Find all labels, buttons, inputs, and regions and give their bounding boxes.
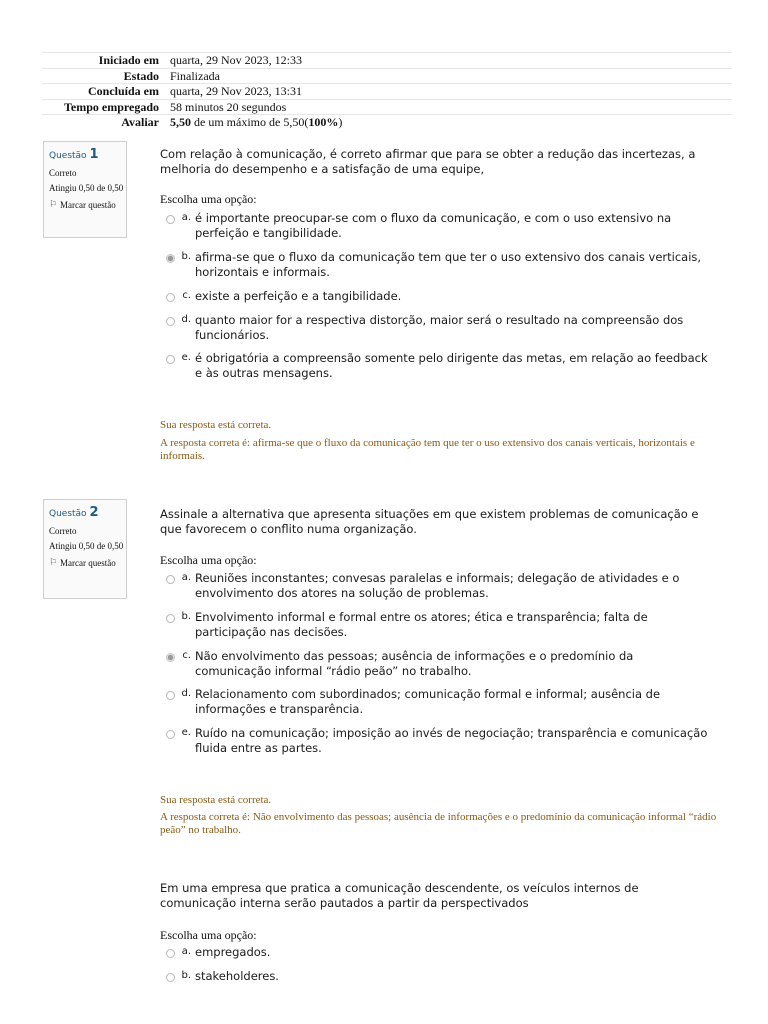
flag-icon: ⚐ bbox=[49, 200, 58, 210]
option-letter: c. bbox=[182, 650, 191, 661]
option-text: é importante preocupar-se com o fluxo da comunicação, e com o uso extensivo na perfeição e tangibilidade. bbox=[195, 211, 672, 240]
question-info-box bbox=[43, 499, 127, 599]
option-letter: a. bbox=[181, 572, 191, 583]
radio-button[interactable] bbox=[166, 730, 175, 739]
question-text: Assinale a alternativa que apresenta situações em que existem problemas de comunicação e que favorecem o conflito numa organização. bbox=[160, 507, 699, 536]
option-letter: d. bbox=[181, 688, 191, 699]
option-text: é obrigatória a compreensão somente pelo dirigente das metas, em relação ao feedback e às outras mensagens. bbox=[195, 351, 708, 380]
summary-row-state bbox=[42, 69, 732, 85]
answer-option[interactable] bbox=[166, 945, 711, 960]
summary-value bbox=[170, 115, 732, 130]
answer-option[interactable] bbox=[166, 610, 711, 640]
flag-question-label: Marcar questão bbox=[60, 558, 116, 568]
answer-option[interactable] bbox=[166, 313, 711, 343]
option-text: Reuniões inconstantes; convesas paralelas e informais; delegação de atividades e o envolvimento dos atores na solução de problemas. bbox=[195, 571, 680, 600]
radio-button-selected[interactable] bbox=[166, 254, 175, 263]
radio-button[interactable] bbox=[166, 614, 175, 623]
question-number bbox=[49, 505, 126, 520]
radio-button[interactable] bbox=[166, 973, 175, 982]
answer-option[interactable] bbox=[166, 289, 711, 304]
answer-prompt: Escolha uma opção: bbox=[160, 928, 257, 942]
summary-value: 58 minutos 20 segundos bbox=[170, 99, 287, 114]
question-text: Com relação à comunicação, é correto afirmar que para se obter a redução das incertezas, a melhoria do desempenho e a satisfação de uma equipe, bbox=[160, 147, 696, 176]
option-text: afirma-se que o fluxo da comunicação tem que ter o uso extensivo dos canais verticais, horizontais e informais. bbox=[195, 250, 702, 279]
answer-option[interactable] bbox=[166, 687, 711, 717]
answer-option[interactable] bbox=[166, 571, 711, 601]
question-state: Correto bbox=[49, 168, 77, 178]
radio-button[interactable] bbox=[166, 355, 175, 364]
radio-button[interactable] bbox=[166, 949, 175, 958]
summary-row-time-taken bbox=[42, 100, 732, 116]
grade-text: de um máximo de 5,50( bbox=[191, 115, 309, 130]
answer-option[interactable] bbox=[166, 969, 711, 984]
option-text: Relacionamento com subordinados; comunicação formal e informal; ausência de informações e transparência. bbox=[195, 687, 661, 716]
answer-option[interactable] bbox=[166, 726, 711, 756]
summary-row-completed bbox=[42, 84, 732, 100]
summary-label: Iniciado em bbox=[98, 53, 159, 67]
feedback-correct-answer: A resposta correta é: Não envolvimento das pessoas; ausência de informações e o predomínio da comunicação informal “rádio peão” no trabalho. bbox=[160, 811, 717, 836]
summary-row-grade bbox=[42, 115, 732, 130]
flag-question-link[interactable] bbox=[49, 200, 126, 211]
summary-label: Tempo empregado bbox=[63, 99, 159, 114]
grade-score: 5,50 bbox=[170, 115, 191, 130]
question-grade: Atingiu 0,50 de 0,50 bbox=[49, 541, 124, 551]
question-number-value: 2 bbox=[89, 505, 99, 520]
answer-prompt: Escolha uma opção: bbox=[160, 192, 257, 206]
option-letter: e. bbox=[181, 727, 191, 738]
flag-icon: ⚐ bbox=[49, 558, 58, 568]
flag-question-link[interactable] bbox=[49, 558, 126, 569]
answer-option[interactable] bbox=[166, 211, 711, 241]
answer-option[interactable] bbox=[166, 250, 711, 280]
radio-button[interactable] bbox=[166, 691, 175, 700]
option-letter: c. bbox=[182, 290, 191, 301]
radio-button[interactable] bbox=[166, 317, 175, 326]
option-text: empregados. bbox=[195, 945, 271, 959]
option-letter: d. bbox=[181, 314, 191, 325]
option-letter: a. bbox=[181, 946, 191, 957]
answer-prompt: Escolha uma opção: bbox=[160, 553, 257, 567]
summary-value: quarta, 29 Nov 2023, 12:33 bbox=[170, 53, 302, 67]
radio-button[interactable] bbox=[166, 575, 175, 584]
question-text: Em uma empresa que pratica a comunicação descendente, os veículos internos de comunicação interna serão pautados a partir da perspectivados bbox=[160, 881, 639, 910]
question-grade: Atingiu 0,50 de 0,50 bbox=[49, 183, 124, 193]
option-text: quanto maior for a respectiva distorção, maior será o resultado na compreensão dos funcionários. bbox=[195, 313, 684, 342]
option-text: Envolvimento informal e formal entre os atores; ética e transparência; falta de participação nas decisões. bbox=[195, 610, 648, 639]
option-text: Ruído na comunicação; imposição ao invés de negociação; transparência e comunicação fluida entre as partes. bbox=[195, 726, 708, 755]
feedback-correct-answer: A resposta correta é: afirma-se que o fluxo da comunicação tem que ter o uso extensivo dos canais verticais, horizontais e informais. bbox=[160, 437, 695, 462]
flag-question-label: Marcar questão bbox=[60, 200, 116, 210]
answer-option[interactable] bbox=[166, 649, 711, 679]
option-letter: a. bbox=[181, 212, 191, 223]
grade-percent: 100% bbox=[308, 115, 339, 130]
radio-button-selected[interactable] bbox=[166, 653, 175, 662]
option-letter: b. bbox=[181, 611, 191, 622]
grade-text-end: ) bbox=[338, 115, 343, 130]
summary-label: Estado bbox=[123, 68, 159, 83]
attempt-summary-table bbox=[42, 52, 732, 130]
summary-value: quarta, 29 Nov 2023, 13:31 bbox=[170, 84, 302, 99]
radio-button[interactable] bbox=[166, 293, 175, 302]
option-text: existe a perfeição e a tangibilidade. bbox=[195, 289, 402, 303]
feedback-status: Sua resposta está correta. bbox=[160, 794, 272, 806]
option-text: Não envolvimento das pessoas; ausência de informações e o predomínio da comunicação informal “rádio peão” no trabalho. bbox=[195, 649, 634, 678]
feedback-status: Sua resposta está correta. bbox=[160, 419, 272, 431]
summary-value: Finalizada bbox=[170, 68, 220, 83]
summary-label: Avaliar bbox=[121, 115, 159, 130]
question-label: Questão bbox=[49, 151, 87, 161]
radio-button[interactable] bbox=[166, 215, 175, 224]
question-label: Questão bbox=[49, 509, 87, 519]
question-info-box bbox=[43, 141, 127, 238]
answer-option[interactable] bbox=[166, 351, 711, 381]
option-letter: b. bbox=[181, 251, 191, 262]
question-number-value: 1 bbox=[89, 147, 99, 162]
summary-label: Concluída em bbox=[87, 84, 159, 99]
option-text: stakeholderes. bbox=[195, 969, 279, 983]
question-state: Correto bbox=[49, 526, 77, 536]
option-letter: b. bbox=[181, 970, 191, 981]
option-letter: e. bbox=[181, 352, 191, 363]
question-number bbox=[49, 147, 126, 162]
summary-row-started bbox=[42, 53, 732, 69]
